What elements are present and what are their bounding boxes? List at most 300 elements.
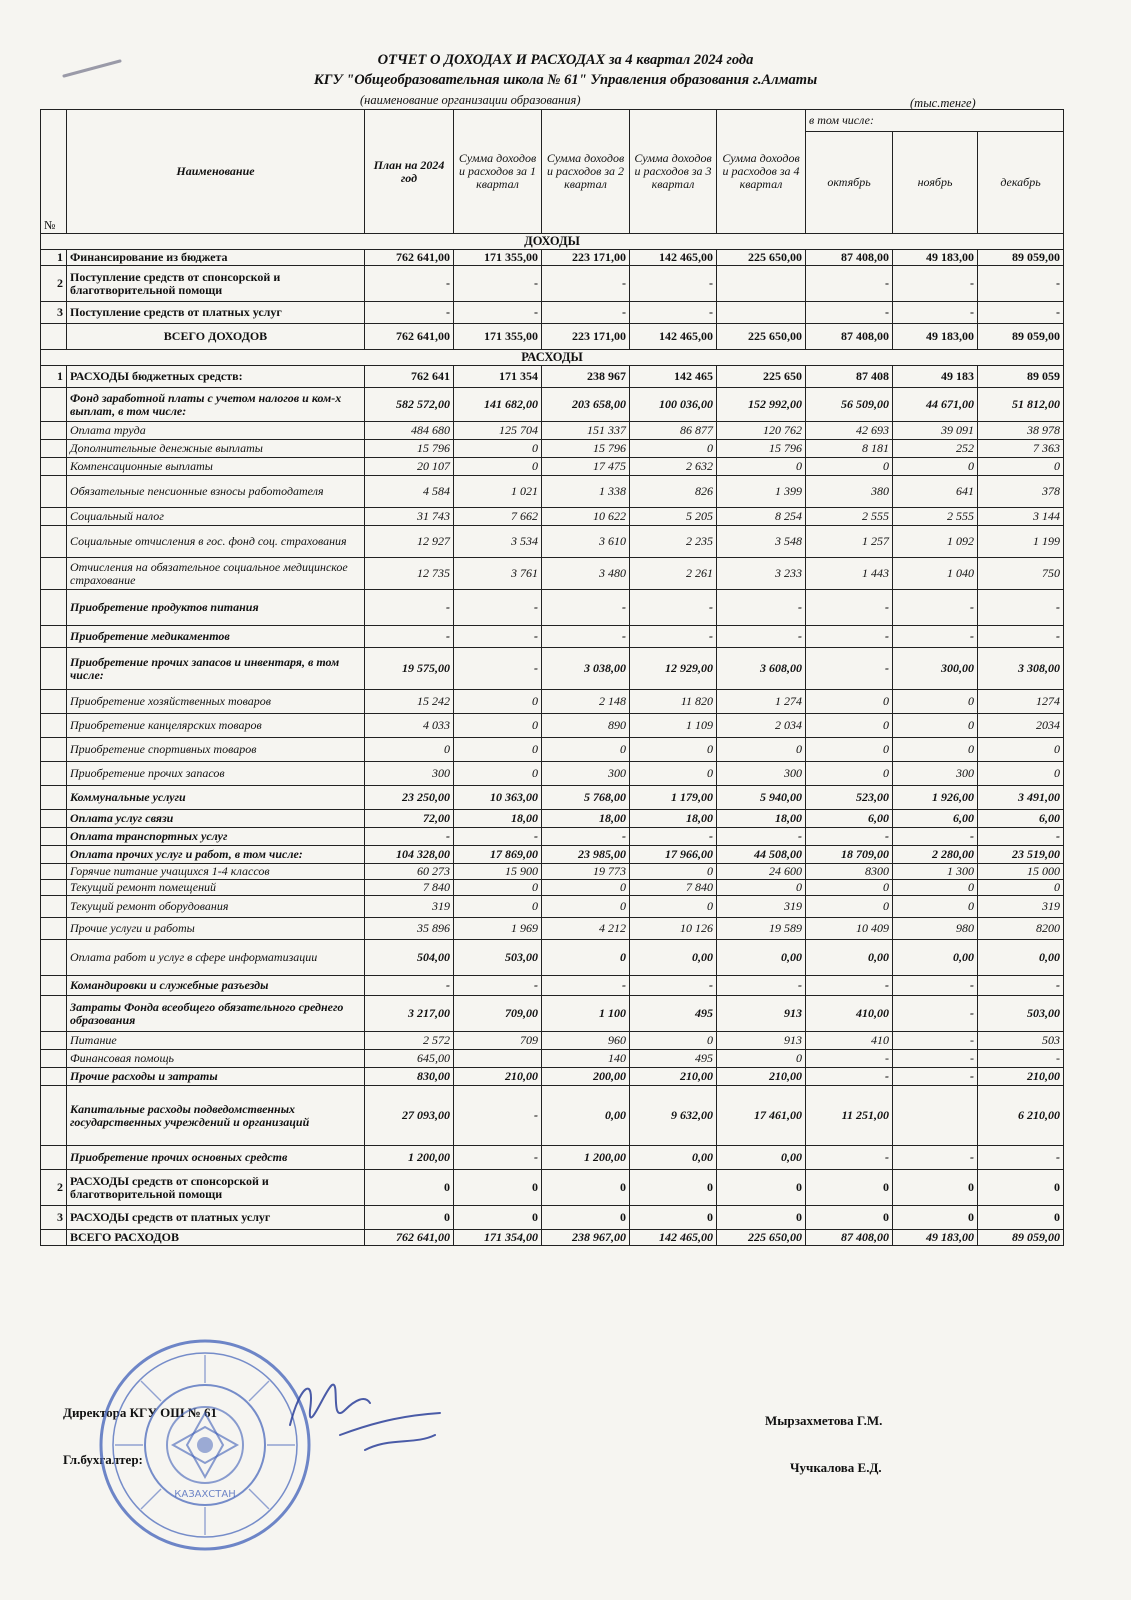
row-value: - — [978, 266, 1064, 302]
row-value: - — [542, 590, 630, 626]
row-value: 641 — [893, 476, 978, 508]
row-value: - — [806, 1068, 893, 1086]
row-value: 86 877 — [630, 422, 717, 440]
row-name: Отчисления на обязательное социальное медицинское страхование — [67, 558, 365, 590]
row-value: - — [717, 976, 806, 996]
row-value: 87 408,00 — [806, 250, 893, 266]
row-value: 3 761 — [454, 558, 542, 590]
row-value: - — [454, 302, 542, 324]
row-value: 142 465,00 — [630, 1230, 717, 1246]
row-value: 0 — [630, 1206, 717, 1230]
row-value: - — [454, 648, 542, 690]
row-value: 0,00 — [542, 1086, 630, 1146]
row-value: 750 — [978, 558, 1064, 590]
expense-row — [41, 918, 1064, 940]
row-value: - — [454, 590, 542, 626]
row-value: 3 534 — [454, 526, 542, 558]
row-value: 39 091 — [893, 422, 978, 440]
row-value: 0 — [630, 1032, 717, 1050]
row-number — [41, 846, 67, 864]
row-value: 5 205 — [630, 508, 717, 526]
row-value: 503,00 — [454, 940, 542, 976]
expense-row — [41, 476, 1064, 508]
row-number — [41, 1032, 67, 1050]
row-value: - — [454, 266, 542, 302]
row-value: 523,00 — [806, 786, 893, 810]
expense-row — [41, 828, 1064, 846]
expense-row — [41, 786, 1064, 810]
expense-row — [41, 1146, 1064, 1170]
col-header-november: ноябрь — [893, 132, 978, 234]
row-value: - — [630, 626, 717, 648]
row-value: - — [365, 590, 454, 626]
row-value: - — [893, 266, 978, 302]
row-value: 23 250,00 — [365, 786, 454, 810]
row-value: 410 — [806, 1032, 893, 1050]
row-value: 0 — [542, 896, 630, 918]
row-number — [41, 976, 67, 996]
row-value: 151 337 — [542, 422, 630, 440]
row-value: 31 743 — [365, 508, 454, 526]
row-value: 0 — [717, 1206, 806, 1230]
row-number — [41, 828, 67, 846]
col-header-no: № — [41, 110, 67, 234]
row-name: РАСХОДЫ средств от платных услуг — [67, 1206, 365, 1230]
row-value: 913 — [717, 1032, 806, 1050]
row-value: 0,00 — [978, 940, 1064, 976]
row-name: Оплата услуг связи — [67, 810, 365, 828]
expense-row — [41, 1068, 1064, 1086]
row-name: Приобретение хозяйственных товаров — [67, 690, 365, 714]
row-value: 238 967 — [542, 366, 630, 388]
row-value: - — [630, 976, 717, 996]
row-value: - — [717, 590, 806, 626]
row-value: 0 — [806, 458, 893, 476]
row-value: 0 — [893, 458, 978, 476]
row-number: 1 — [41, 366, 67, 388]
row-value — [717, 266, 806, 302]
row-number: 2 — [41, 1170, 67, 1206]
row-number — [41, 590, 67, 626]
row-name: Оплата труда — [67, 422, 365, 440]
row-value: 2 632 — [630, 458, 717, 476]
row-number — [41, 1146, 67, 1170]
expense-row — [41, 996, 1064, 1032]
expense-row — [41, 714, 1064, 738]
row-value: - — [806, 648, 893, 690]
expense-row — [41, 690, 1064, 714]
expense-row — [41, 864, 1064, 880]
income-row — [41, 250, 1064, 266]
row-value — [717, 302, 806, 324]
row-number — [41, 896, 67, 918]
row-value: 0 — [806, 896, 893, 918]
row-name: Компенсационные выплаты — [67, 458, 365, 476]
expense-row — [41, 880, 1064, 896]
row-name: Текущий ремонт помещений — [67, 880, 365, 896]
row-value: - — [454, 828, 542, 846]
row-value: 2 261 — [630, 558, 717, 590]
row-value: - — [542, 302, 630, 324]
income-row — [41, 266, 1064, 302]
row-value: 890 — [542, 714, 630, 738]
row-value: 11 820 — [630, 690, 717, 714]
row-value: 10 622 — [542, 508, 630, 526]
row-value: 1 926,00 — [893, 786, 978, 810]
row-value: 3 038,00 — [542, 648, 630, 690]
row-value: 960 — [542, 1032, 630, 1050]
row-name: Обязательные пенсионные взносы работодателя — [67, 476, 365, 508]
row-value: 0,00 — [717, 940, 806, 976]
row-value: 1 040 — [893, 558, 978, 590]
row-value: 18 709,00 — [806, 846, 893, 864]
row-name: Дополнительные денежные выплаты — [67, 440, 365, 458]
row-value: 210,00 — [717, 1068, 806, 1086]
row-value: 0,00 — [717, 1146, 806, 1170]
row-value: - — [893, 996, 978, 1032]
row-value: 0 — [454, 762, 542, 786]
row-value: 582 572,00 — [365, 388, 454, 422]
row-value: 1274 — [978, 690, 1064, 714]
expense-row — [41, 458, 1064, 476]
row-value: 0 — [806, 1206, 893, 1230]
row-value: - — [542, 626, 630, 648]
row-value: 18,00 — [717, 810, 806, 828]
row-value: 140 — [542, 1050, 630, 1068]
report-table — [40, 109, 1064, 1246]
row-value: 0 — [978, 1170, 1064, 1206]
row-value: 1 969 — [454, 918, 542, 940]
row-value: 378 — [978, 476, 1064, 508]
row-value: - — [978, 1146, 1064, 1170]
row-value: 1 338 — [542, 476, 630, 508]
organization-caption: (наименование организации образования) — [360, 93, 581, 107]
row-value: 15 000 — [978, 864, 1064, 880]
row-value: 0 — [365, 738, 454, 762]
row-value: 0 — [454, 458, 542, 476]
row-value: 0 — [454, 738, 542, 762]
row-name: Оплата транспортных услуг — [67, 828, 365, 846]
expense-row — [41, 626, 1064, 648]
row-value: 210,00 — [454, 1068, 542, 1086]
row-value: 300 — [893, 762, 978, 786]
row-value: 18,00 — [454, 810, 542, 828]
row-value: 5 940,00 — [717, 786, 806, 810]
row-value: 7 662 — [454, 508, 542, 526]
row-number — [41, 762, 67, 786]
row-value: 762 641,00 — [365, 324, 454, 350]
expense-row — [41, 508, 1064, 526]
row-name: РАСХОДЫ средств от спонсорской и благотворительной помощи — [67, 1170, 365, 1206]
row-value: 0 — [717, 1050, 806, 1068]
row-value: 17 475 — [542, 458, 630, 476]
row-value: 87 408,00 — [806, 1230, 893, 1246]
row-value: 0 — [978, 738, 1064, 762]
row-name: Приобретение канцелярских товаров — [67, 714, 365, 738]
row-value: 12 735 — [365, 558, 454, 590]
row-value: - — [454, 1146, 542, 1170]
row-value: 89 059 — [978, 366, 1064, 388]
row-value: - — [806, 828, 893, 846]
expense-row — [41, 1170, 1064, 1206]
row-value: - — [806, 1146, 893, 1170]
row-value: 171 355,00 — [454, 324, 542, 350]
row-value: 17 966,00 — [630, 846, 717, 864]
row-value: 4 584 — [365, 476, 454, 508]
row-value: 8200 — [978, 918, 1064, 940]
row-value: 7 840 — [365, 880, 454, 896]
row-value: 104 328,00 — [365, 846, 454, 864]
row-value: 0 — [454, 714, 542, 738]
row-name: Поступление средств от платных услуг — [67, 302, 365, 324]
row-value: 0 — [365, 1170, 454, 1206]
row-value: 0 — [806, 690, 893, 714]
row-value: 0 — [978, 762, 1064, 786]
row-name: Командировки и служебные разъезды — [67, 976, 365, 996]
row-value: - — [630, 828, 717, 846]
row-number — [41, 1086, 67, 1146]
row-value: 252 — [893, 440, 978, 458]
expense-row — [41, 846, 1064, 864]
row-value: - — [806, 590, 893, 626]
row-value: 1 300 — [893, 864, 978, 880]
row-value: 762 641 — [365, 366, 454, 388]
row-value: 225 650 — [717, 366, 806, 388]
row-value: 0 — [893, 714, 978, 738]
row-value: 0 — [542, 738, 630, 762]
row-name: ВСЕГО РАСХОДОВ — [67, 1230, 365, 1246]
row-name: Горячие питание учащихся 1-4 классов — [67, 864, 365, 880]
row-value: 3 308,00 — [978, 648, 1064, 690]
row-value: 0 — [893, 738, 978, 762]
row-value: 0,00 — [630, 940, 717, 976]
row-value: 0 — [454, 1170, 542, 1206]
row-value: 49 183,00 — [893, 250, 978, 266]
row-number — [41, 1068, 67, 1086]
expense-row — [41, 896, 1064, 918]
row-value: - — [978, 1050, 1064, 1068]
row-value: - — [806, 976, 893, 996]
row-number — [41, 648, 67, 690]
col-header-q3: Сумма доходов и расходов за 3 квартал — [630, 110, 717, 234]
section-expense-row — [41, 350, 1064, 366]
row-value: 171 355,00 — [454, 250, 542, 266]
row-value: - — [893, 590, 978, 626]
row-value: 49 183,00 — [893, 1230, 978, 1246]
row-value: 3 480 — [542, 558, 630, 590]
row-value: 100 036,00 — [630, 388, 717, 422]
row-name: Приобретение прочих основных средств — [67, 1146, 365, 1170]
row-value: 300 — [717, 762, 806, 786]
row-value: 2 572 — [365, 1032, 454, 1050]
row-value: 0 — [630, 738, 717, 762]
row-value: 225 650,00 — [717, 250, 806, 266]
row-name: Финансовая помощь — [67, 1050, 365, 1068]
row-value: 495 — [630, 1050, 717, 1068]
row-number — [41, 526, 67, 558]
row-value: 51 812,00 — [978, 388, 1064, 422]
row-value: 0,00 — [630, 1146, 717, 1170]
row-value: 484 680 — [365, 422, 454, 440]
row-value: 8 181 — [806, 440, 893, 458]
row-value: 503,00 — [978, 996, 1064, 1032]
row-value: - — [806, 266, 893, 302]
row-value: 44 508,00 — [717, 846, 806, 864]
row-value: 10 363,00 — [454, 786, 542, 810]
row-value: 0 — [630, 864, 717, 880]
row-value: 44 671,00 — [893, 388, 978, 422]
accountant-label: Гл.бухгалтер: — [63, 1452, 143, 1467]
row-value: 4 212 — [542, 918, 630, 940]
row-name: Прочие расходы и затраты — [67, 1068, 365, 1086]
expense-row — [41, 1032, 1064, 1050]
row-value: - — [978, 626, 1064, 648]
row-value: 0 — [978, 458, 1064, 476]
row-value: 210,00 — [630, 1068, 717, 1086]
row-value: 2 235 — [630, 526, 717, 558]
income-row — [41, 302, 1064, 324]
row-value: 0,00 — [806, 940, 893, 976]
row-name: Поступление средств от спонсорской и благотворительной помощи — [67, 266, 365, 302]
row-value: 0 — [893, 880, 978, 896]
row-value: 89 059,00 — [978, 250, 1064, 266]
row-number — [41, 940, 67, 976]
row-value: 15 796 — [717, 440, 806, 458]
row-value: 225 650,00 — [717, 1230, 806, 1246]
row-name: Затраты Фонда всеобщего обязательного среднего образования — [67, 996, 365, 1032]
row-value: - — [893, 1146, 978, 1170]
row-value: 15 796 — [542, 440, 630, 458]
row-number — [41, 880, 67, 896]
row-value: 15 900 — [454, 864, 542, 880]
row-value: 72,00 — [365, 810, 454, 828]
row-value: 0 — [454, 896, 542, 918]
row-value: 1 200,00 — [542, 1146, 630, 1170]
row-value: 913 — [717, 996, 806, 1032]
col-header-q1: Сумма доходов и расходов за 1 квартал — [454, 110, 542, 234]
row-value: - — [893, 302, 978, 324]
row-value: - — [893, 1068, 978, 1086]
row-value: - — [630, 302, 717, 324]
col-header-q4: Сумма доходов и расходов за 4 квартал — [717, 110, 806, 234]
row-value: 3 233 — [717, 558, 806, 590]
director-label: Директора КГУ ОШ № 61 — [63, 1405, 218, 1420]
expense-row — [41, 422, 1064, 440]
row-value: 49 183,00 — [893, 324, 978, 350]
row-value: 645,00 — [365, 1050, 454, 1068]
report-title: ОТЧЕТ О ДОХОДАХ И РАСХОДАХ за 4 квартал 2024 года — [377, 52, 754, 68]
row-value: - — [978, 302, 1064, 324]
row-value: - — [806, 1050, 893, 1068]
row-value: 380 — [806, 476, 893, 508]
director-name: Мырзахметова Г.М. — [765, 1413, 883, 1428]
expense-row — [41, 738, 1064, 762]
row-value: 709,00 — [454, 996, 542, 1032]
row-value: - — [365, 302, 454, 324]
row-value: 0 — [717, 1170, 806, 1206]
row-value: 2 555 — [893, 508, 978, 526]
row-value: 3 217,00 — [365, 996, 454, 1032]
row-number — [41, 1230, 67, 1246]
expense-row — [41, 1230, 1064, 1246]
row-value: 3 491,00 — [978, 786, 1064, 810]
row-value: 11 251,00 — [806, 1086, 893, 1146]
row-value: 42 693 — [806, 422, 893, 440]
row-value: 142 465,00 — [630, 324, 717, 350]
row-number — [41, 864, 67, 880]
row-value: 210,00 — [978, 1068, 1064, 1086]
row-value: 56 509,00 — [806, 388, 893, 422]
row-value: 319 — [978, 896, 1064, 918]
row-name: Оплата работ и услуг в сфере информатизации — [67, 940, 365, 976]
row-value: 24 600 — [717, 864, 806, 880]
expense-row — [41, 1086, 1064, 1146]
row-value: 0 — [893, 896, 978, 918]
row-value — [893, 1086, 978, 1146]
row-value: - — [893, 828, 978, 846]
row-value: 141 682,00 — [454, 388, 542, 422]
row-value: - — [630, 590, 717, 626]
row-value: 10 409 — [806, 918, 893, 940]
row-value: 830,00 — [365, 1068, 454, 1086]
row-value: 10 126 — [630, 918, 717, 940]
row-value: 300,00 — [893, 648, 978, 690]
row-value: 0 — [542, 1170, 630, 1206]
row-value: 15 796 — [365, 440, 454, 458]
row-value: 3 548 — [717, 526, 806, 558]
row-value: 17 461,00 — [717, 1086, 806, 1146]
row-value: 12 929,00 — [630, 648, 717, 690]
row-value: - — [978, 976, 1064, 996]
row-value: 15 242 — [365, 690, 454, 714]
row-number — [41, 324, 67, 350]
row-value: 2 034 — [717, 714, 806, 738]
signature-scribble — [270, 1365, 450, 1475]
section-income-title: ДОХОДЫ — [41, 234, 1064, 250]
row-value: 8 254 — [717, 508, 806, 526]
row-value: 3 144 — [978, 508, 1064, 526]
row-value: 1 199 — [978, 526, 1064, 558]
row-name: Фонд заработной платы с учетом налогов и ком-х выплат, в том числе: — [67, 388, 365, 422]
row-value: 19 575,00 — [365, 648, 454, 690]
row-value: 0 — [806, 738, 893, 762]
row-value: 0 — [893, 690, 978, 714]
row-value: 1 092 — [893, 526, 978, 558]
col-header-plan: План на 2024 год — [365, 110, 454, 234]
row-value: 203 658,00 — [542, 388, 630, 422]
row-value: 504,00 — [365, 940, 454, 976]
row-number — [41, 422, 67, 440]
row-number — [41, 714, 67, 738]
expense-row — [41, 762, 1064, 786]
row-value: 152 992,00 — [717, 388, 806, 422]
row-value: 3 610 — [542, 526, 630, 558]
row-value: 1 257 — [806, 526, 893, 558]
row-name: Капитальные расходы подведомственных государственных учреждений и организаций — [67, 1086, 365, 1146]
row-value: 319 — [717, 896, 806, 918]
expense-row — [41, 366, 1064, 388]
row-value: 0 — [454, 1206, 542, 1230]
expense-row — [41, 976, 1064, 996]
row-value: 980 — [893, 918, 978, 940]
row-value: 87 408 — [806, 366, 893, 388]
row-value: 0 — [978, 880, 1064, 896]
row-number: 1 — [41, 250, 67, 266]
row-value: 20 107 — [365, 458, 454, 476]
row-value: 495 — [630, 996, 717, 1032]
row-value: 3 608,00 — [717, 648, 806, 690]
row-name: Приобретение медикаментов — [67, 626, 365, 648]
